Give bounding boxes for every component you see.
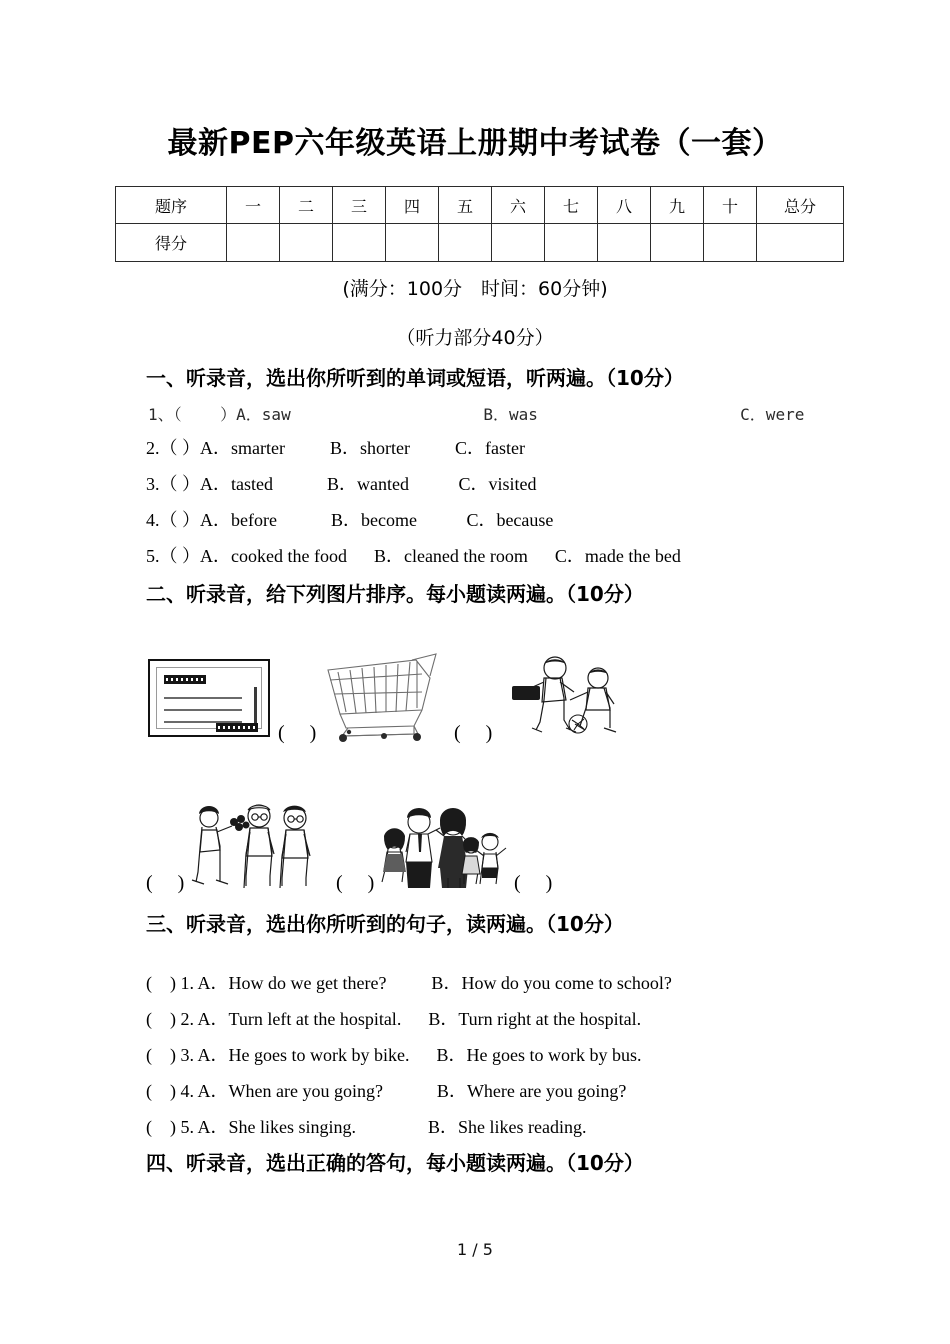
score-cell-7[interactable] <box>545 224 598 262</box>
envelope-stamp-top <box>164 675 206 684</box>
score-cell-6[interactable] <box>492 224 545 262</box>
row-label-question-order: 题序 <box>116 187 227 224</box>
score-cell-8[interactable] <box>598 224 651 262</box>
section-one-item-1: 1、（ ）A．saw B．was C．were <box>148 405 805 424</box>
section-one-item-3: 3.（ ）A．tasted B．wanted C．visited <box>146 474 537 494</box>
col-header-10: 十 <box>704 187 757 224</box>
page-footer: 1 / 5 <box>457 1240 493 1259</box>
section-one-item-5: 5.（ ）A．cooked the food B．cleaned the room C．made the bed <box>146 546 681 566</box>
answer-bracket-row1-2[interactable]: ( ) <box>454 722 493 744</box>
row-label-score: 得分 <box>116 224 227 262</box>
section-one-heading: 一、听录音，选出你所听到的单词或短语，听两遍。（10分） <box>146 366 684 390</box>
answer-bracket-row2-3[interactable]: ( ) <box>514 872 553 894</box>
section-three-item-5: ( ) 5. A．She likes singing. B．She likes reading. <box>146 1117 587 1137</box>
score-cell-1[interactable] <box>227 224 280 262</box>
col-header-3: 三 <box>333 187 386 224</box>
exam-score-time-note: (满分：100分 时间：60分钟) <box>342 278 608 300</box>
family-portrait-picture <box>378 806 508 890</box>
answer-bracket-row2-2[interactable]: ( ) <box>336 872 375 894</box>
score-table <box>115 186 844 262</box>
section-three-item-1: ( ) 1. A．How do we get there? B．How do you come to school? <box>146 973 672 993</box>
score-cell-3[interactable] <box>333 224 386 262</box>
col-header-1: 一 <box>227 187 280 224</box>
envelope-line-2 <box>164 709 242 711</box>
col-header-2: 二 <box>280 187 333 224</box>
section-three-heading: 三、听录音，选出你所听到的句子，读两遍。（10分） <box>146 912 624 936</box>
table-row-header <box>116 187 844 224</box>
section-three-item-2: ( ) 2. A．Turn left at the hospital. B．Turn right at the hospital. <box>146 1009 642 1029</box>
shopping-cart-picture <box>318 648 438 744</box>
answer-bracket-row2-1[interactable]: ( ) <box>146 872 185 894</box>
envelope-side-bar <box>254 687 257 727</box>
col-header-total: 总分 <box>757 187 844 224</box>
score-cell-10[interactable] <box>704 224 757 262</box>
score-cell-5[interactable] <box>439 224 492 262</box>
section-four-heading: 四、听录音，选出正确的答句，每小题读两遍。（10分） <box>146 1151 644 1175</box>
section-two-heading: 二、听录音，给下列图片排序。每小题读两遍。（10分） <box>146 582 644 606</box>
section-one-item-4: 4.（ ）A．before B．become C．because <box>146 510 554 530</box>
answer-bracket-row1-1[interactable]: ( ) <box>278 722 317 744</box>
listening-part-label: （听力部分40分） <box>396 327 554 349</box>
section-three-item-4: ( ) 4. A．When are you going? B．Where are you going? <box>146 1081 627 1101</box>
section-one-item-2: 2.（ ）A．smarter B．shorter C．faster <box>146 438 525 458</box>
table-row-score <box>116 224 844 262</box>
boys-playing-football-picture <box>500 648 624 740</box>
envelope-letter-picture <box>148 659 270 737</box>
col-header-9: 九 <box>651 187 704 224</box>
score-cell-2[interactable] <box>280 224 333 262</box>
col-header-5: 五 <box>439 187 492 224</box>
col-header-4: 四 <box>386 187 439 224</box>
envelope-line-1 <box>164 697 242 699</box>
col-header-8: 八 <box>598 187 651 224</box>
score-cell-total[interactable] <box>757 224 844 262</box>
child-giving-flowers-to-elderly-picture <box>186 800 331 890</box>
section-three-item-3: ( ) 3. A．He goes to work by bike. B．He goes to work by bus. <box>146 1045 642 1065</box>
page-title: 最新PEP六年级英语上册期中考试卷（一套） <box>167 126 783 161</box>
col-header-7: 七 <box>545 187 598 224</box>
score-cell-4[interactable] <box>386 224 439 262</box>
col-header-6: 六 <box>492 187 545 224</box>
envelope-stamp-bottom <box>216 723 258 732</box>
score-cell-9[interactable] <box>651 224 704 262</box>
